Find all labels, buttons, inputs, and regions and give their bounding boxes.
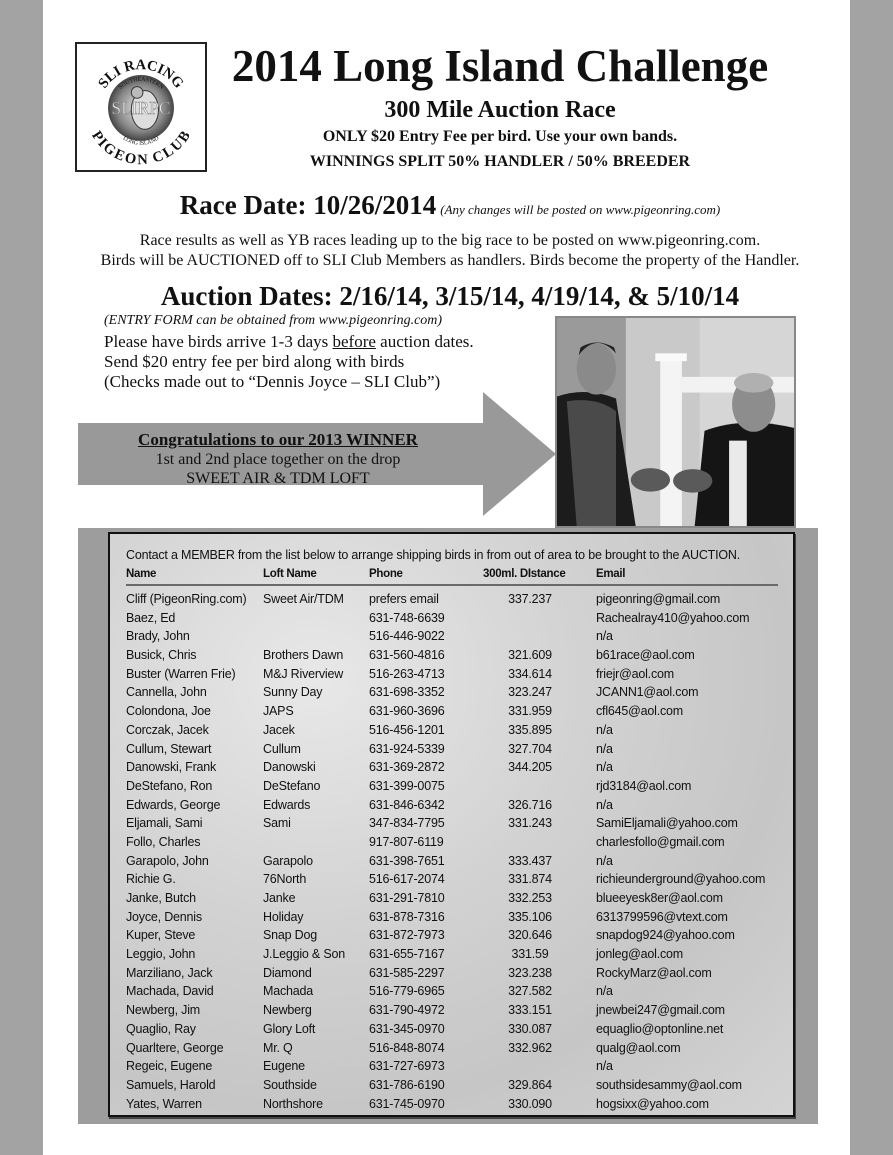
phone-cell: 516-446-9022: [369, 629, 445, 644]
email-cell: RockyMarz@aol.com: [596, 965, 712, 980]
distance-cell: 327.582: [508, 984, 552, 999]
distance-cell: 344.205: [508, 760, 552, 775]
email-cell: JCANN1@aol.com: [596, 685, 699, 700]
email-cell: blueeyesk8er@aol.com: [596, 891, 723, 905]
winners-photo: [555, 316, 796, 528]
phone-cell: 631-878-7316: [369, 909, 445, 924]
email-cell: b61race@aol.com: [596, 648, 695, 663]
email-cell: southsidesammy@aol.com: [596, 1077, 742, 1092]
table-row: [126, 627, 778, 646]
loft-name-cell: Snap Dog: [263, 928, 317, 943]
loft-name-cell: 76North: [263, 872, 307, 887]
member-name-cell: Edwards, George: [126, 797, 221, 812]
table-row: [126, 926, 778, 945]
winner-line-2: SWEET AIR & TDM LOFT: [186, 470, 370, 487]
member-name-cell: Cliff (PigeonRing.com): [126, 592, 247, 606]
email-cell: charlesfollo@gmail.com: [596, 834, 725, 849]
loft-name-cell: J.Leggio & Son: [263, 947, 345, 962]
phone-cell: 631-745-0970: [369, 1096, 445, 1111]
svg-text:SLIRPC: SLIRPC: [111, 97, 171, 118]
email-cell: hogsixx@yahoo.com: [596, 1096, 709, 1111]
table-row: [126, 889, 778, 908]
distance-cell: 333.151: [508, 1003, 552, 1018]
phone-cell: 631-655-7167: [369, 947, 445, 962]
loft-name-cell: Glory Loft: [263, 1021, 316, 1036]
members-panel: [78, 528, 818, 1124]
loft-name-cell: Cullum: [263, 741, 301, 756]
email-cell: friejr@aol.com: [596, 666, 674, 681]
member-name-cell: Brady, John: [126, 629, 190, 644]
member-name-cell: Colondona, Joe: [126, 704, 211, 719]
loft-name-cell: Newberg: [263, 1003, 312, 1018]
distance-cell: 330.087: [508, 1021, 552, 1036]
checks-instruction: (Checks made out to “Dennis Joyce – SLI Club”): [104, 372, 441, 391]
email-cell: n/a: [596, 797, 613, 812]
phone-cell: 631-790-4972: [369, 1003, 445, 1018]
table-row: [126, 1057, 778, 1076]
entry-fee-line: ONLY $20 Entry Fee per bird. Use your own bands.: [322, 128, 678, 145]
distance-cell: 337.237: [508, 592, 552, 606]
table-row: [126, 1095, 778, 1114]
member-name-cell: Joyce, Dennis: [126, 909, 202, 924]
auction-handlers-text: Birds will be AUCTIONED off to SLI Club Members as handlers. Birds become the property of the Handler.: [100, 252, 800, 269]
loft-name-cell: Mr. Q: [263, 1040, 293, 1055]
member-name-cell: Follo, Charles: [126, 834, 201, 849]
winner-heading: Congratulations to our 2013 WINNER: [138, 430, 418, 449]
email-cell: equaglio@optonline.net: [596, 1021, 724, 1036]
race-results-text: Race results as well as YB races leading up to the big race to be posted on www.pigeonring.com.: [139, 232, 761, 249]
table-row: [126, 1020, 778, 1039]
member-name-cell: Samuels, Harold: [126, 1077, 216, 1092]
phone-cell: 631-786-6190: [369, 1077, 445, 1092]
distance-cell: 323.247: [508, 685, 552, 700]
loft-name-cell: Edwards: [263, 797, 311, 812]
phone-cell: 631-369-2872: [369, 760, 445, 775]
distance-cell: 332.253: [508, 891, 552, 905]
table-row: [126, 758, 778, 777]
phone-cell: 631-727-6973: [369, 1059, 445, 1074]
member-name-cell: Newberg, Jim: [126, 1003, 201, 1018]
distance-cell: 331.243: [508, 816, 552, 831]
phone-cell: 631-748-6639: [369, 610, 445, 625]
distance-cell: 330.090: [508, 1096, 552, 1111]
svg-text:SOUTHEASTERN: SOUTHEASTERN: [117, 76, 165, 91]
loft-name-cell: Diamond: [263, 965, 312, 980]
winnings-split-line: WINNINGS SPLIT 50% HANDLER / 50% BREEDER: [309, 153, 691, 170]
email-cell: pigeonring@gmail.com: [596, 592, 721, 606]
club-logo: [75, 42, 207, 172]
race-date-note: (Any changes will be posted on www.pigeonring.com): [440, 202, 721, 217]
page-subtitle: 300 Mile Auction Race: [384, 97, 616, 123]
member-name-cell: Janke, Butch: [126, 891, 196, 905]
phone-cell: 631-698-3352: [369, 685, 445, 700]
loft-name-cell: Southside: [263, 1077, 317, 1092]
photo-image-icon: [557, 318, 794, 526]
loft-name-cell: Machada: [263, 984, 314, 999]
table-row: [126, 721, 778, 740]
table-row: [126, 796, 778, 815]
phone-cell: 631-399-0075: [369, 778, 445, 793]
distance-cell: 331.874: [508, 872, 552, 887]
column-header-distance: 300ml. DIstance: [483, 568, 566, 580]
table-row: [126, 683, 778, 702]
loft-name-cell: Sweet Air/TDM: [263, 592, 344, 606]
phone-cell: 631-560-4816: [369, 648, 445, 663]
phone-cell: 516-617-2074: [369, 872, 445, 887]
phone-cell: 631-585-2297: [369, 965, 445, 980]
member-name-cell: Quarltere, George: [126, 1040, 224, 1055]
member-name-cell: DeStefano, Ron: [126, 778, 213, 793]
email-cell: rjd3184@aol.com: [596, 778, 692, 793]
table-row: [126, 1039, 778, 1058]
member-name-cell: Richie G.: [126, 872, 176, 887]
table-row: [126, 646, 778, 665]
email-cell: n/a: [596, 760, 613, 775]
member-name-cell: Danowski, Frank: [126, 760, 217, 775]
loft-name-cell: DeStefano: [263, 778, 321, 793]
column-header-phone: Phone: [369, 568, 403, 580]
email-cell: n/a: [596, 984, 613, 999]
distance-cell: 333.437: [508, 853, 552, 868]
email-cell: 6313799596@vtext.com: [596, 909, 728, 924]
phone-cell: 631-960-3696: [369, 704, 445, 719]
loft-name-cell: Janke: [263, 891, 296, 905]
column-header-email: Email: [596, 568, 626, 580]
distance-cell: 326.716: [508, 797, 552, 812]
table-row: [126, 1076, 778, 1095]
svg-text:LONG ISLAND: LONG ISLAND: [121, 135, 161, 147]
table-row: [126, 814, 778, 833]
phone-cell: 631-398-7651: [369, 853, 445, 868]
loft-name-cell: Holiday: [263, 909, 304, 924]
loft-name-cell: Garapolo: [263, 853, 313, 868]
email-cell: n/a: [596, 741, 613, 756]
member-name-cell: Buster (Warren Frie): [126, 666, 236, 681]
winner-announcement: [78, 430, 478, 488]
member-name-cell: Cullum, Stewart: [126, 741, 212, 756]
table-row: [126, 908, 778, 927]
loft-name-cell: Sami: [263, 816, 291, 831]
email-cell: n/a: [596, 722, 613, 737]
loft-name-cell: Eugene: [263, 1059, 305, 1074]
loft-name-cell: Brothers Dawn: [263, 648, 344, 663]
member-name-cell: Baez, Ed: [126, 610, 176, 625]
entry-form-note: (ENTRY FORM can be obtained from www.pigeonring.com): [104, 313, 443, 328]
member-name-cell: Corczak, Jacek: [126, 722, 209, 737]
table-row: [126, 590, 778, 609]
arrival-instruction: Please have birds arrive 1-3 days before auction dates.: [104, 332, 474, 351]
email-cell: jnewbei247@gmail.com: [596, 1003, 725, 1018]
page-title: 2014 Long Island Challenge: [231, 41, 769, 91]
distance-cell: 331.59: [511, 947, 549, 962]
phone-cell: 516-456-1201: [369, 722, 445, 737]
email-cell: qualg@aol.com: [596, 1040, 681, 1055]
distance-cell: 329.864: [508, 1077, 552, 1092]
email-cell: Rachealray410@yahoo.com: [596, 610, 750, 625]
table-row: [126, 870, 778, 889]
distance-cell: 323.238: [508, 965, 552, 980]
loft-name-cell: Jacek: [263, 722, 295, 737]
pigeon-logo-icon: [77, 44, 205, 170]
member-name-cell: Eljamali, Sami: [126, 816, 203, 831]
table-row: [126, 964, 778, 983]
entry-fee-instruction: Send $20 entry fee per bird along with birds: [104, 352, 405, 371]
svg-text:SLI RACING: SLI RACING: [95, 57, 187, 92]
phone-cell: 347-834-7795: [369, 816, 445, 831]
race-date-label: Race Date: 10/26/2014: [179, 190, 437, 220]
member-name-cell: Yates, Warren: [126, 1096, 202, 1111]
table-row: [126, 1001, 778, 1020]
phone-cell: 631-924-5339: [369, 741, 445, 756]
loft-name-cell: Danowski: [263, 760, 316, 775]
table-row: [126, 945, 778, 964]
email-cell: SamiEljamali@yahoo.com: [596, 816, 738, 831]
email-cell: n/a: [596, 1059, 613, 1074]
loft-name-cell: JAPS: [263, 704, 294, 719]
email-cell: n/a: [596, 853, 613, 868]
distance-cell: 320.646: [508, 928, 552, 943]
race-date-heading: [60, 187, 840, 228]
member-name-cell: Leggio, John: [126, 947, 196, 962]
members-intro: Contact a MEMBER from the list below to arrange shipping birds in from out of area to be brought to the AUCTION.: [126, 548, 741, 562]
phone-cell: 516-263-4713: [369, 666, 445, 681]
table-row: [126, 702, 778, 721]
winner-line-1: 1st and 2nd place together on the drop: [155, 451, 401, 468]
distance-cell: 335.895: [508, 722, 552, 737]
loft-name-cell: M&J Riverview: [263, 666, 344, 681]
members-table: [108, 532, 795, 1117]
distance-cell: 327.704: [508, 741, 552, 756]
table-row: [126, 777, 778, 796]
phone-cell: 631-872-7973: [369, 928, 445, 943]
member-name-cell: Kuper, Steve: [126, 928, 196, 943]
distance-cell: 321.609: [508, 648, 552, 663]
member-name-cell: Cannella, John: [126, 685, 207, 700]
phone-cell: 917-807-6119: [369, 834, 444, 849]
auction-dates-heading: Auction Dates: 2/16/14, 3/15/14, 4/19/14, & 5/10/14: [160, 281, 740, 311]
phone-cell: 516-848-8074: [369, 1040, 445, 1055]
table-row: [126, 833, 778, 852]
phone-cell: prefers email: [369, 592, 439, 606]
member-name-cell: Garapolo, John: [126, 853, 209, 868]
phone-cell: 631-345-0970: [369, 1021, 445, 1036]
member-name-cell: Machada, David: [126, 984, 214, 999]
member-name-cell: Quaglio, Ray: [126, 1021, 196, 1036]
phone-cell: 516-779-6965: [369, 984, 445, 999]
distance-cell: 332.962: [508, 1040, 552, 1055]
table-row: [126, 740, 778, 759]
column-header-loft: Loft Name: [263, 568, 317, 580]
email-cell: cfl645@aol.com: [596, 704, 684, 719]
table-row: [126, 852, 778, 871]
before-emphasis: before: [332, 332, 376, 351]
member-name-cell: Regeic, Eugene: [126, 1059, 213, 1074]
svg-text:PIGEON CLUB: PIGEON CLUB: [88, 128, 194, 169]
email-cell: jonleg@aol.com: [596, 947, 684, 962]
email-cell: richieunderground@yahoo.com: [596, 872, 766, 887]
column-header-name: Name: [126, 568, 157, 580]
table-body: [126, 590, 778, 1113]
distance-cell: 331.959: [508, 704, 552, 719]
email-cell: snapdog924@yahoo.com: [596, 928, 735, 943]
member-name-cell: Busick, Chris: [126, 648, 197, 663]
table-row: [126, 665, 778, 684]
table-row: [126, 982, 778, 1001]
loft-name-cell: Sunny Day: [263, 685, 323, 700]
distance-cell: 335.106: [508, 909, 552, 924]
table-row: [126, 609, 778, 628]
email-cell: n/a: [596, 629, 613, 644]
phone-cell: 631-291-7810: [369, 891, 445, 905]
member-name-cell: Marziliano, Jack: [126, 965, 213, 980]
loft-name-cell: Northshore: [263, 1096, 323, 1111]
table-header: [126, 568, 778, 586]
distance-cell: 334.614: [508, 666, 552, 681]
phone-cell: 631-846-6342: [369, 797, 445, 812]
